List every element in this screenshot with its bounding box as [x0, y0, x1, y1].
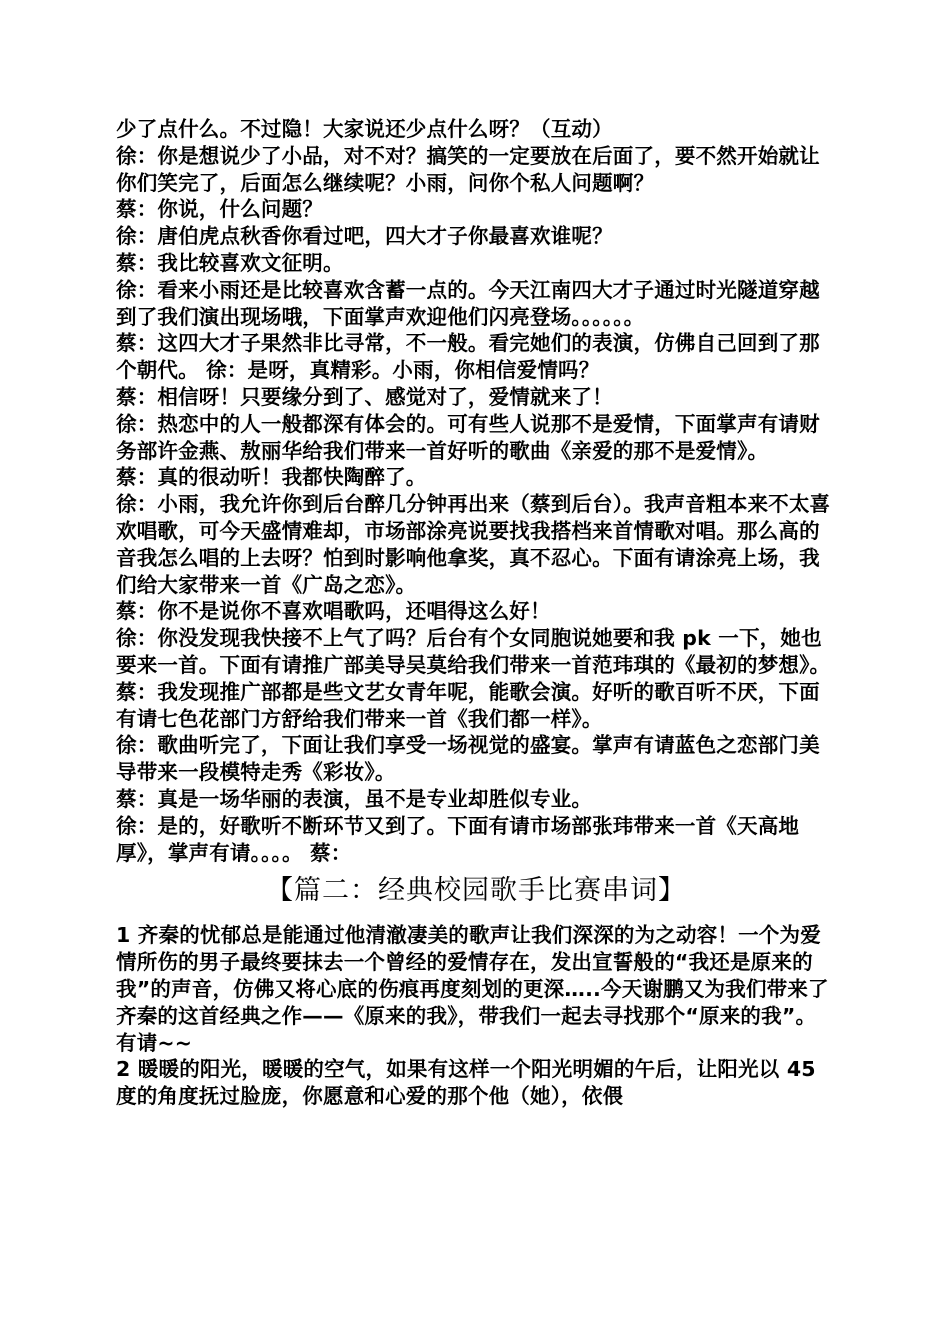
paragraph: 蔡：我比较喜欢文征明。 [116, 250, 344, 275]
paragraph: 徐：歌曲听完了，下面让我们享受一场视觉的盛宴。掌声有请蓝色之恋部门美导带来一段模特走秀《彩妆》。 [116, 733, 820, 785]
document-page [116, 116, 836, 1110]
paragraph: 徐：唐伯虎点秋香你看过吧，四大才子你最喜欢谁呢？ [116, 224, 613, 249]
paragraph: 少了点什么。不过隐！大家说还少点什么呀？（互动） [116, 117, 613, 141]
paragraph: 徐：看来小雨还是比较喜欢含蓄一点的。今天江南四大才子通过时光隧道穿越到了我们演出现场哦，下面掌声欢迎他们闪亮登场。。。。。。 [116, 277, 820, 329]
paragraph: 蔡：相信呀！只要缘分到了、感觉对了，爱情就来了！ [116, 384, 613, 409]
dialogue-section [116, 116, 836, 866]
paragraph: 蔡：你不是说你不喜欢唱歌吗，还唱得这么好！ [116, 599, 551, 624]
paragraph: 徐：小雨，我允许你到后台醉几分钟再出来（蔡到后台）。我声音粗本来不太喜欢唱歌，可今天盛情难却，市场部涂亮说要找我搭档来首情歌对唱。那么高的音我怎么唱的上去呀？怕到时影响他拿奖，真不忍心。下面有请涂亮上场，我们给大家带来一首《广岛之恋》。 [116, 492, 831, 597]
paragraph: 徐：你没发现我快接不上气了吗？后台有个女同胞说她要和我 pk 一下，她也要来一首。下面有请推广部美导吴莫给我们带来一首范玮琪的《最初的梦想》。 [116, 626, 831, 677]
paragraph: 蔡：真是一场华丽的表演，虽不是专业却胜似专业。 [116, 786, 593, 811]
paragraph: 蔡：你说，什么问题？ [116, 197, 323, 222]
paragraph: 蔡：我发现推广部都是些文艺女青年呢，能歌会演。好听的歌百听不厌，下面有请七色花部门方舒给我们带来一首《我们都一样》。 [116, 679, 820, 731]
section-heading: 【篇二：经典校园歌手比赛串词】 [266, 875, 686, 907]
host-script-section [116, 922, 836, 1110]
paragraph: 1 齐秦的忧郁总是能通过他清澈凄美的歌声让我们深深的为之动容！一个为爱情所伤的男子最终要抹去一个曾经的爱情存在，发出宣誓般的“我还是原来的我”的声音，仿佛又将心底的伤痕再度刻划的更深…..今天谢鹏又为我们带来了齐秦的这首经典之作——《原来的我》，带我们一起去寻找那个“原来的我”。有请~~ [116, 923, 829, 1055]
paragraph: 蔡：真的很动听！我都快陶醉了。 [116, 465, 427, 490]
paragraph: 徐：你是想说少了小品，对不对？搞笑的一定要放在后面了，要不然开始就让你们笑完了，后面怎么继续呢？小雨，问你个私人问题啊？ [116, 143, 820, 195]
paragraph: 徐：热恋中的人一般都深有体会的。可有些人说那不是爱情，下面掌声有请财务部许金燕、敖丽华给我们带来一首好听的歌曲《亲爱的那不是爱情》。 [116, 411, 820, 463]
paragraph: 徐：是的，好歌听不断环节又到了。下面有请市场部张玮带来一首《天高地厚》，掌声有请。。。。 蔡： [116, 813, 800, 865]
paragraph: 蔡：这四大才子果然非比寻常，不一般。看完她们的表演，仿佛自己回到了那个朝代。 徐：是呀，真精彩。小雨，你相信爱情吗？ [116, 331, 820, 383]
paragraph: 2 暖暖的阳光，暖暖的空气，如果有这样一个阳光明媚的午后，让阳光以 45 度的角度抚过脸庞，你愿意和心爱的那个他（她），依偎 [116, 1057, 816, 1109]
